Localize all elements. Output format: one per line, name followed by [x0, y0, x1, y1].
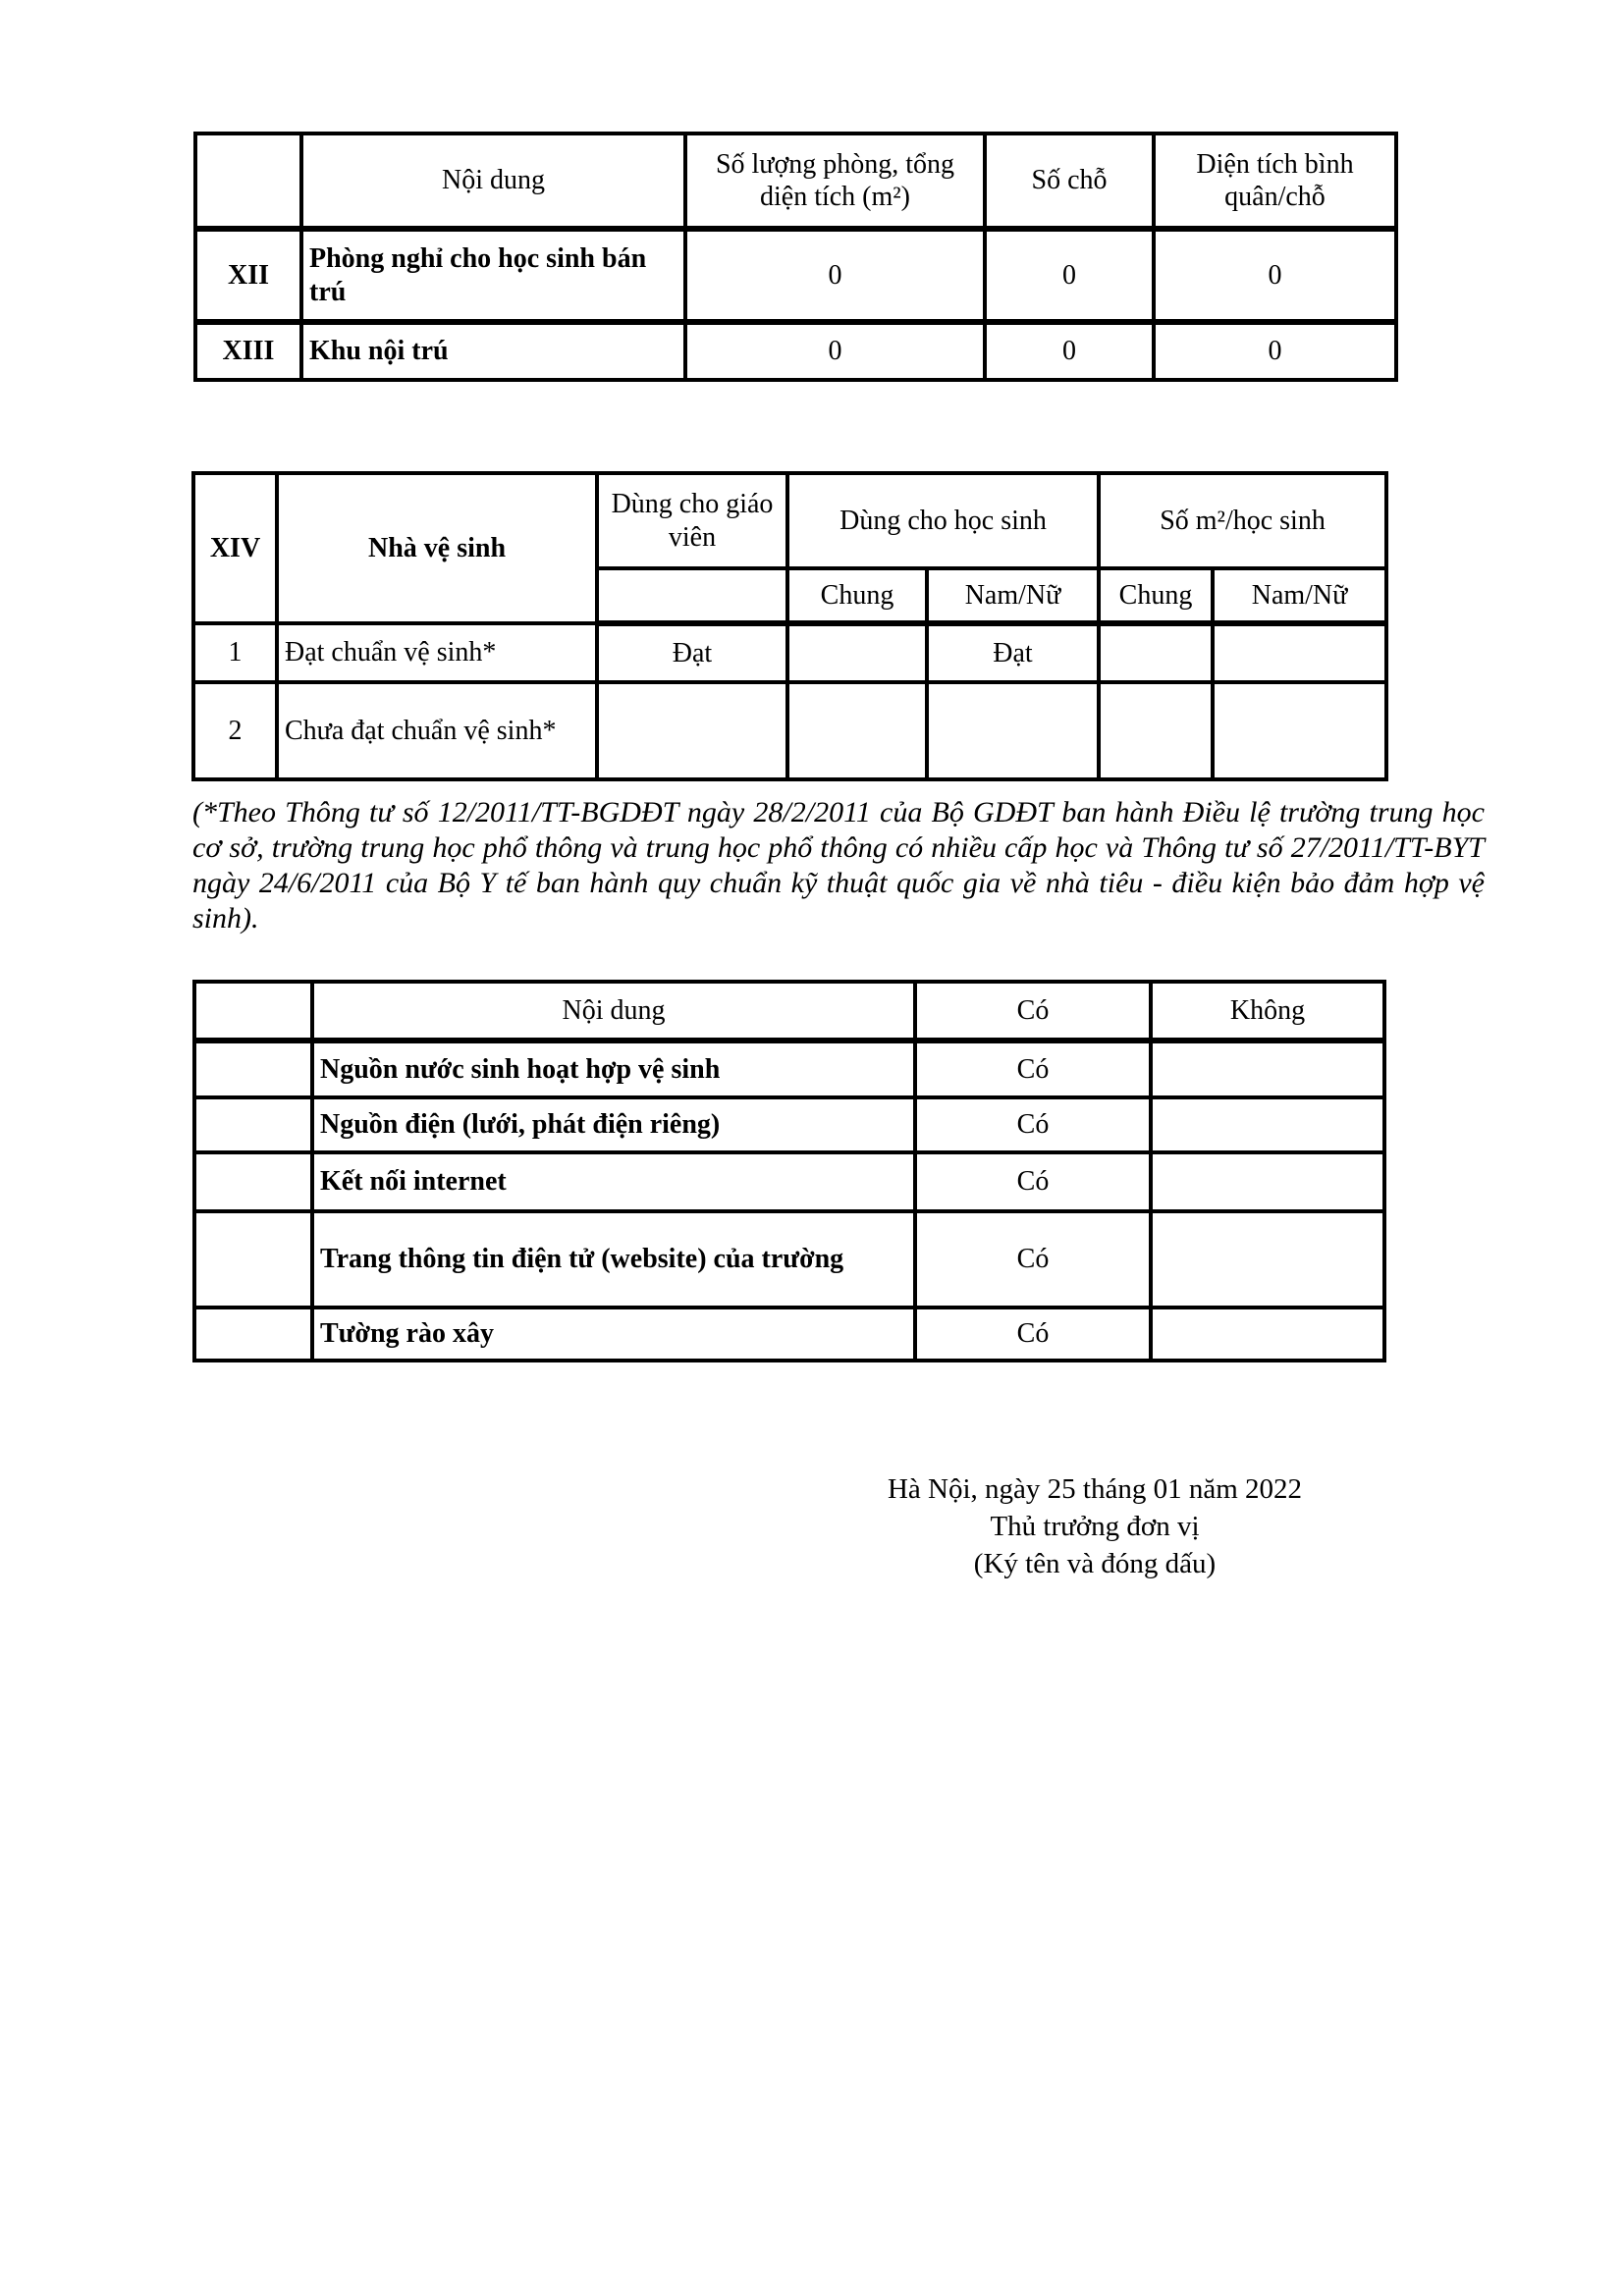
value-cell — [927, 682, 1099, 779]
value-cell — [1213, 623, 1386, 682]
table-row — [193, 623, 1386, 682]
row-number-cell — [194, 1152, 312, 1211]
sign-instruction-line: (Ký tên và đóng dấu) — [973, 1548, 1217, 1579]
subheader-students-mf: Nam/Nữ — [927, 568, 1099, 623]
yes-value-cell: Có — [915, 1308, 1151, 1361]
yes-value-cell: Có — [915, 1152, 1151, 1211]
header-content: Nội dung — [312, 982, 915, 1041]
table-row — [194, 1211, 1384, 1308]
empty-subheader-cell — [597, 568, 787, 623]
no-value-cell — [1151, 1097, 1384, 1152]
value-cell: Đạt — [927, 623, 1099, 682]
table-row — [194, 1041, 1384, 1097]
value-cell — [787, 623, 927, 682]
subheader-students-common: Chung — [787, 568, 927, 623]
value-cell: 0 — [685, 229, 985, 322]
yes-no-header-row — [194, 982, 1384, 1041]
row-label-cell: Đạt chuẩn vệ sinh* — [277, 623, 597, 682]
row-label-cell: Khu nội trú — [301, 322, 685, 380]
toilets-table — [191, 471, 1388, 781]
section-title-cell: Nhà vệ sinh — [277, 473, 597, 623]
no-value-cell — [1151, 1211, 1384, 1308]
row-label-cell: Kết nối internet — [312, 1152, 915, 1211]
empty-header-cell — [194, 982, 312, 1041]
subheader-area-common: Chung — [1099, 568, 1213, 623]
header-seats: Số chỗ — [985, 133, 1154, 229]
header-yes: Có — [915, 982, 1151, 1041]
table-row — [194, 1097, 1384, 1152]
header-rooms-area: Số lượng phòng, tổng diện tích (m²) — [685, 133, 985, 229]
value-cell — [1099, 682, 1213, 779]
table-row — [195, 322, 1396, 380]
toilets-header-row-1 — [193, 473, 1386, 568]
yes-value-cell: Có — [915, 1041, 1151, 1097]
regulatory-note: (*Theo Thông tư số 12/2011/TT-BGDĐT ngày 28/2/2011 của Bộ GDĐT ban hành Điều lệ trường trung học cơ sở, trường trung học phổ thông và trung học phổ thông có nhiều cấp học và Thông tư số 27/2011/TT-BYT ngày 24/6/2011 của Bộ Y tế ban hành quy chuẩn kỹ thuật quốc gia về nhà tiêu - điều kiện bảo đảm hợp vệ sinh). — [192, 796, 1485, 934]
table-row — [194, 1308, 1384, 1361]
subheader-area-mf: Nam/Nữ — [1213, 568, 1386, 623]
header-avg-area: Diện tích bình quân/chỗ — [1154, 133, 1396, 229]
yes-value-cell: Có — [915, 1211, 1151, 1308]
row-label-cell: Nguồn nước sinh hoạt hợp vệ sinh — [312, 1041, 915, 1097]
header-teacher-use: Dùng cho giáo viên — [597, 473, 787, 568]
value-cell — [1099, 623, 1213, 682]
row-number-cell: 1 — [193, 623, 277, 682]
signer-title-line: Thủ trưởng đơn vị — [990, 1511, 1200, 1542]
value-cell: Đạt — [597, 623, 787, 682]
row-label-cell: Trang thông tin điện tử (website) của trường — [312, 1211, 915, 1308]
signature-block — [781, 1470, 1409, 1582]
yes-no-table — [192, 980, 1386, 1362]
empty-header-cell — [195, 133, 301, 229]
section-number-cell: XIV — [193, 473, 277, 623]
value-cell — [1213, 682, 1386, 779]
row-label-cell: Nguồn điện (lưới, phát điện riêng) — [312, 1097, 915, 1152]
row-number-cell: XIII — [195, 322, 301, 380]
value-cell: 0 — [685, 322, 985, 380]
value-cell: 0 — [985, 229, 1154, 322]
place-date-line: Hà Nội, ngày 25 tháng 01 năm 2022 — [887, 1473, 1303, 1505]
table-row — [193, 682, 1386, 779]
header-area-per-student: Số m²/học sinh — [1099, 473, 1386, 568]
header-no: Không — [1151, 982, 1384, 1041]
row-number-cell: 2 — [193, 682, 277, 779]
row-number-cell: XII — [195, 229, 301, 322]
rooms-table-header-row — [195, 133, 1396, 229]
value-cell: 0 — [985, 322, 1154, 380]
no-value-cell — [1151, 1152, 1384, 1211]
no-value-cell — [1151, 1041, 1384, 1097]
table-row — [195, 229, 1396, 322]
row-label-cell: Phòng nghỉ cho học sinh bán trú — [301, 229, 685, 322]
row-label-cell: Tường rào xây — [312, 1308, 915, 1361]
value-cell — [597, 682, 787, 779]
row-label-cell: Chưa đạt chuẩn vệ sinh* — [277, 682, 597, 779]
row-number-cell — [194, 1097, 312, 1152]
yes-value-cell: Có — [915, 1097, 1151, 1152]
row-number-cell — [194, 1308, 312, 1361]
header-content: Nội dung — [301, 133, 685, 229]
row-number-cell — [194, 1211, 312, 1308]
rooms-table — [193, 132, 1398, 382]
value-cell — [787, 682, 927, 779]
no-value-cell — [1151, 1308, 1384, 1361]
table-row — [194, 1152, 1384, 1211]
header-student-use: Dùng cho học sinh — [787, 473, 1099, 568]
value-cell: 0 — [1154, 322, 1396, 380]
row-number-cell — [194, 1041, 312, 1097]
value-cell: 0 — [1154, 229, 1396, 322]
